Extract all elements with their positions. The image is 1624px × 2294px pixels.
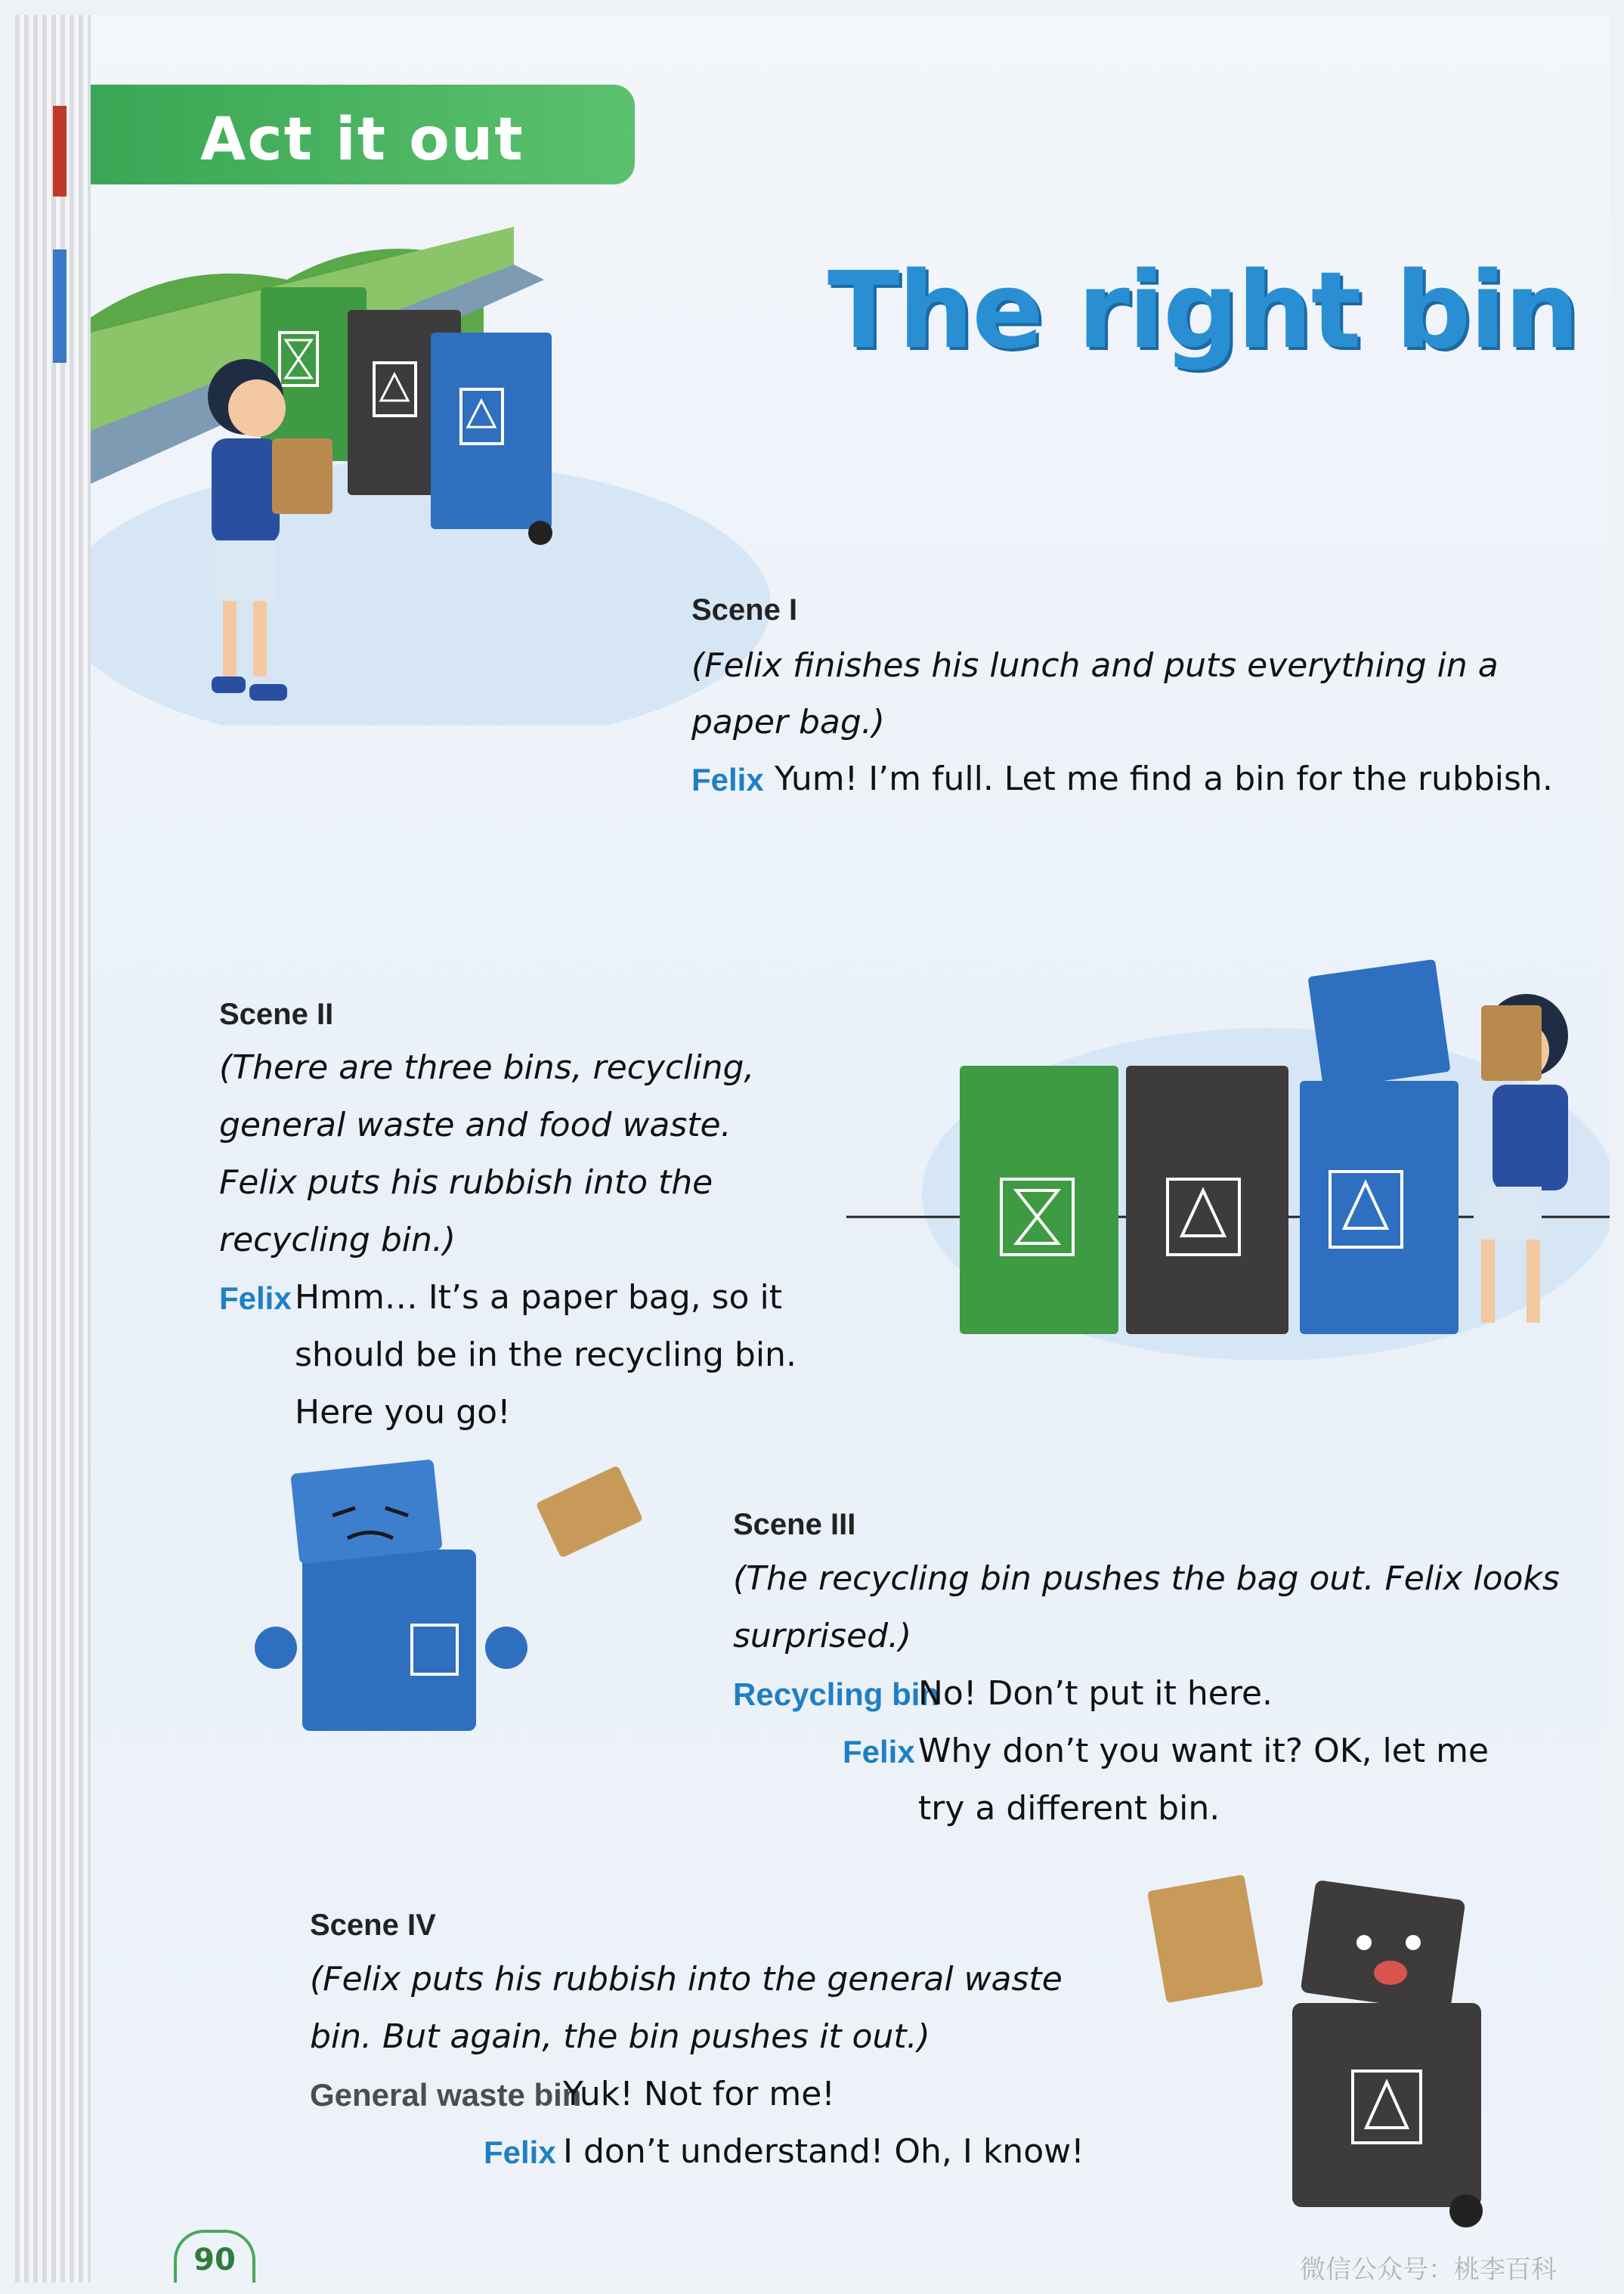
scene2-direction-line3: Felix puts his rubbish into the	[219, 1163, 713, 1202]
scene1-direction-line1: (Felix finishes his lunch and puts everything in a	[691, 646, 1499, 685]
scene1-line: Yum! I’m full. Let me find a bin for the rubbish.	[775, 760, 1553, 798]
paper-bag	[272, 438, 333, 514]
scene2-line2: should be in the recycling bin.	[295, 1336, 797, 1374]
scene3-illustration	[212, 1451, 680, 1754]
scene1-direction-line2: paper bag.)	[691, 703, 885, 741]
scene2-heading: Scene II	[219, 998, 334, 1031]
scene4-line2: I don’t understand! Oh, I know!	[563, 2132, 1084, 2171]
scene4-speaker-felix: Felix	[484, 2135, 556, 2170]
section-banner-label: Act it out	[200, 106, 524, 174]
scene2-line3: Here you go!	[295, 1393, 511, 1432]
scene3-heading: Scene III	[733, 1508, 856, 1541]
scene3-direction-line1: (The recycling bin pushes the bag out. Felix looks	[733, 1559, 1560, 1598]
scene4-illustration	[1134, 1859, 1602, 2237]
edge-tab-blue	[53, 249, 67, 363]
textbook-page	[91, 15, 1610, 2283]
flying-paper-bag	[536, 1465, 644, 1558]
scene4-heading: Scene IV	[310, 1909, 436, 1942]
scene1-illustration	[91, 181, 771, 726]
black-bin-2	[1126, 1066, 1288, 1334]
scene2-direction-line4: recycling bin.)	[219, 1221, 456, 1259]
scene1-heading: Scene I	[691, 593, 798, 627]
scene3-line1: No! Don’t put it here.	[918, 1674, 1273, 1713]
scene3-direction-line2: surprised.)	[733, 1617, 912, 1655]
scene4-direction-line2: bin. But again, the bin pushes it out.)	[310, 2017, 930, 2056]
scene4-line1: Yuk! Not for me!	[563, 2075, 835, 2113]
scene4-direction-line1: (Felix puts his rubbish into the general waste	[310, 1960, 1063, 1998]
edge-tab-red	[53, 106, 67, 197]
held-paper-bag	[1147, 1875, 1264, 2003]
green-bin-2	[960, 1066, 1118, 1334]
scene1-speaker-felix: Felix	[691, 762, 764, 797]
scene3-speaker-felix: Felix	[843, 1734, 915, 1769]
page-title: The right bin	[827, 249, 1579, 373]
scene3-line2: Why don’t you want it? OK, let me	[918, 1732, 1489, 1770]
blue-bin-2	[1300, 959, 1459, 1334]
scene4-speaker-general-waste-bin: General waste bin	[310, 2077, 582, 2113]
wechat-watermark: 微信公众号：桃李百科	[1300, 2255, 1557, 2285]
scene2-direction-line2: general waste and food waste.	[219, 1106, 732, 1144]
page-number: 90	[174, 2230, 255, 2283]
scene2-speaker-felix: Felix	[219, 1280, 292, 1316]
crying-general-waste-bin	[1292, 1880, 1483, 2227]
scene3-line3: try a different bin.	[918, 1789, 1220, 1828]
scene2-direction-line1: (There are three bins, recycling,	[219, 1048, 755, 1087]
scene3-speaker-recycling-bin: Recycling bin	[733, 1676, 940, 1712]
scene2-line1: Hmm… It’s a paper bag, so it	[295, 1278, 782, 1317]
scene2-illustration	[846, 945, 1610, 1368]
blue-bin	[431, 333, 552, 545]
angry-recycling-bin	[255, 1459, 527, 1731]
